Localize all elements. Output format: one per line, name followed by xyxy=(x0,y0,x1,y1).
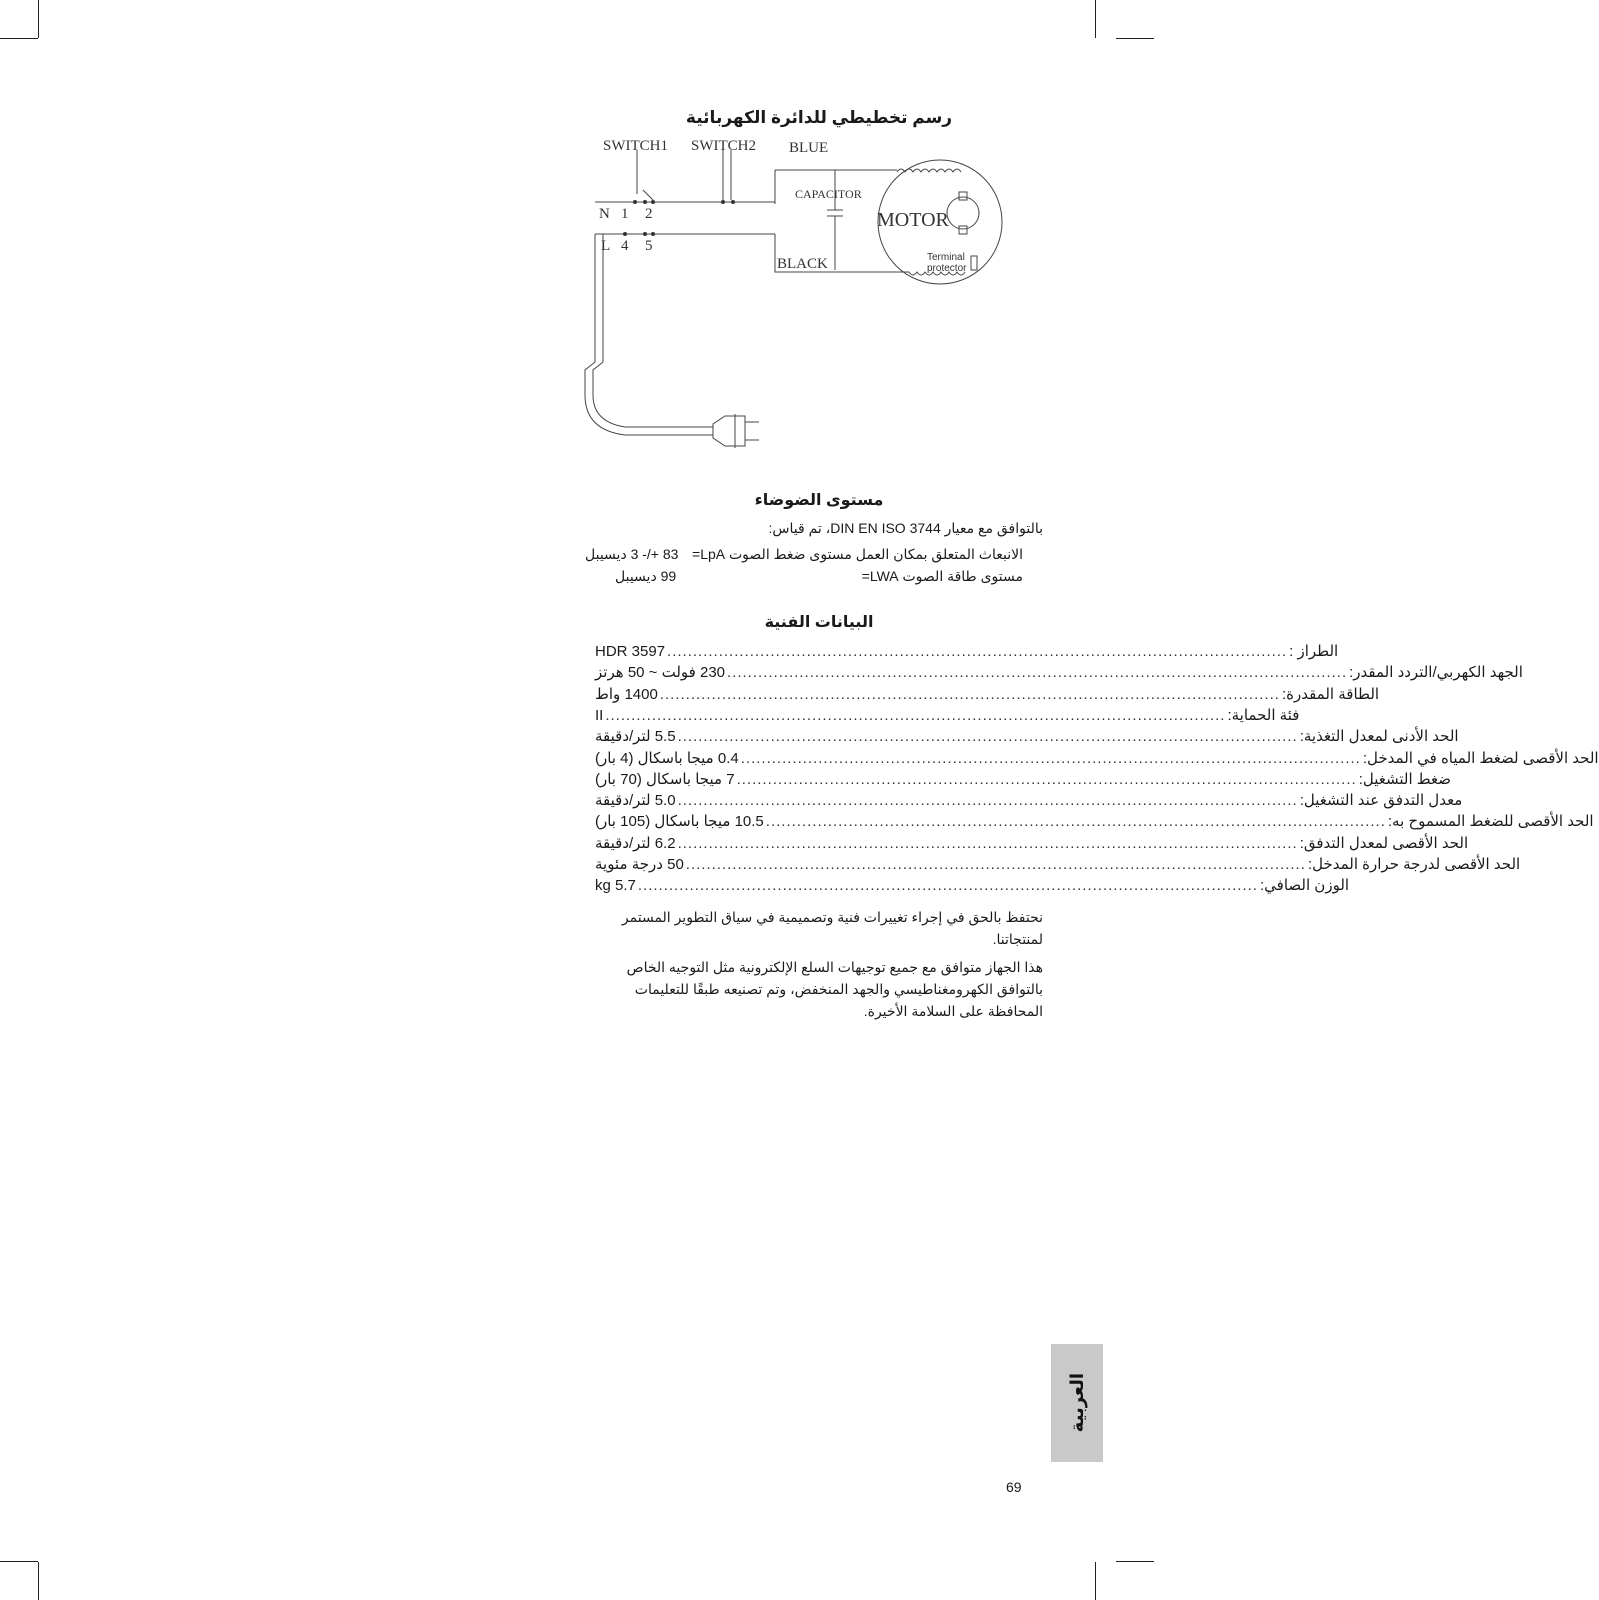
crop-mark xyxy=(38,1562,39,1600)
spec-row xyxy=(595,663,1523,684)
label-switch2: SWITCH2 xyxy=(691,138,756,154)
note-paragraph-2 xyxy=(595,956,1043,1022)
note-line: هذا الجهاز متوافق مع جميع توجيهات السلع الإلكترونية مثل التوجيه الخاص xyxy=(626,959,1043,975)
spec-row xyxy=(595,770,1452,791)
label-black: BLACK xyxy=(777,256,828,272)
leader-dots: ........................................................................................................................ xyxy=(677,728,1298,746)
spec-label: الطاقة المقدرة: xyxy=(1281,685,1380,703)
spec-row xyxy=(595,812,1594,833)
tech-title: البيانات الفنية xyxy=(764,614,874,631)
spec-label: معدل التدفق عند التشغيل: xyxy=(1299,792,1463,810)
note-line: بالتوافق الكهرومغناطيسي والجهد المنخفض، وتم تصنيعه طبقًا للتعليمات xyxy=(634,981,1043,997)
spec-label: فئة الحماية: xyxy=(1227,706,1300,724)
spec-value: 5.7 kg xyxy=(595,877,636,895)
noise-lpa xyxy=(585,546,1043,566)
language-tab-label: العربية xyxy=(1067,1373,1087,1433)
leader-dots: ........................................................................................................................ xyxy=(659,685,1280,703)
crop-mark xyxy=(1095,1562,1096,1600)
noise-lwa-label: مستوى طاقة الصوت LWA= xyxy=(861,568,1023,584)
spec-label: الحد الأقصى لمعدل التدفق: xyxy=(1299,834,1469,852)
label-blue: BLUE xyxy=(789,140,829,156)
noise-standard: بالتوافق مع معيار DIN EN ISO 3744، تم قياس: xyxy=(768,520,1043,536)
spec-row xyxy=(595,876,1350,897)
crop-mark xyxy=(1095,0,1096,38)
spec-row xyxy=(595,749,1599,770)
spec-value: 10.5 ميجا باسكال (105 بار) xyxy=(595,813,764,831)
label-protector: protector xyxy=(927,263,967,274)
spec-label: الحد الأدنى لمعدل التغذية: xyxy=(1299,728,1459,746)
spec-value: 1400 واط xyxy=(595,685,658,703)
spec-label: الوزن الصافي: xyxy=(1259,877,1350,895)
leader-dots: ........................................................................................................................ xyxy=(736,770,1357,788)
label-motor: MOTOR xyxy=(877,209,949,231)
noise-lwa-value: 99 ديسيبل xyxy=(615,568,677,584)
spec-label: الحد الأقصى لدرجة حرارة المدخل: xyxy=(1307,856,1521,873)
crop-mark xyxy=(0,38,38,39)
leader-dots: ........................................................................................................................ xyxy=(740,749,1361,767)
spec-row xyxy=(595,706,1300,727)
spec-value: 0.4 ميجا باسكال (4 بار) xyxy=(595,749,739,767)
spec-value: 50 درجة مئوية xyxy=(595,856,684,873)
label-5: 5 xyxy=(645,238,653,254)
crop-mark xyxy=(1116,38,1154,39)
spec-value: 230 فولت ~ 50 هرتز xyxy=(595,664,726,682)
leader-dots: ........................................................................................................................ xyxy=(677,792,1298,810)
page-number: 69 xyxy=(1006,1479,1022,1495)
crop-mark xyxy=(1116,1561,1154,1562)
noise-lpa-label: الانبعاث المتعلق بمكان العمل مستوى ضغط الصوت LpA= xyxy=(692,546,1023,562)
spec-value: 5.5 لتر/دقيقة xyxy=(595,728,676,746)
label-capacitor: CAPACITOR xyxy=(795,187,862,201)
spec-value: 6.2 لتر/دقيقة xyxy=(595,834,676,852)
label-l: L xyxy=(601,238,611,254)
label-switch1: SWITCH1 xyxy=(603,138,668,154)
leader-dots: ........................................................................................................................ xyxy=(765,813,1386,831)
circuit-diagram xyxy=(595,130,1043,500)
spec-row xyxy=(595,834,1469,855)
note-line: لمنتجاتنا. xyxy=(992,931,1043,947)
crop-mark xyxy=(38,0,39,38)
language-tab xyxy=(1051,1344,1103,1462)
spec-label: الحد الأقصى لضغط المياه في المدخل: xyxy=(1362,749,1599,767)
leader-dots: ........................................................................................................................ xyxy=(605,706,1226,724)
spec-row xyxy=(595,727,1459,748)
spec-value: 7 ميجا باسكال (70 بار) xyxy=(595,770,735,788)
spec-row xyxy=(595,855,1521,876)
label-2: 2 xyxy=(645,206,653,222)
crop-mark xyxy=(0,1561,38,1562)
note-line: المحافظة على السلامة الأخيرة. xyxy=(863,1003,1043,1019)
leader-dots: ........................................................................................................................ xyxy=(685,856,1306,873)
spec-row xyxy=(595,685,1380,706)
spec-row xyxy=(595,791,1463,812)
label-1: 1 xyxy=(621,206,629,222)
noise-lpa-value: 83 +/- 3 ديسيبل xyxy=(585,546,679,562)
noise-title: مستوى الضوضاء xyxy=(754,492,884,509)
leader-dots: ........................................................................................................................ xyxy=(727,664,1348,682)
leader-dots: ........................................................................................................................ xyxy=(677,834,1298,852)
spec-value: HDR 3597 xyxy=(595,643,666,660)
spec-label: الحد الأقصى للضغط المسموح به: xyxy=(1387,813,1594,831)
spec-label: الطراز : xyxy=(1289,643,1339,660)
noise-lwa xyxy=(595,568,1043,588)
spec-row xyxy=(595,642,1339,663)
diagram-title: رسم تخطيطي للدائرة الكهربائية xyxy=(685,108,953,127)
label-4: 4 xyxy=(621,238,629,254)
leader-dots: ........................................................................................................................ xyxy=(637,877,1258,895)
note-line: نحتفظ بالحق في إجراء تغييرات فنية وتصميمية في سياق التطوير المستمر xyxy=(621,909,1043,925)
spec-label: الجهد الكهربي/التردد المقدر: xyxy=(1349,664,1523,682)
note-paragraph-1 xyxy=(595,906,1043,950)
spec-value: 5.0 لتر/دقيقة xyxy=(595,792,676,810)
label-terminal: Terminal xyxy=(927,252,965,263)
label-n: N xyxy=(599,206,610,222)
spec-value: II xyxy=(595,706,604,724)
spec-label: ضغط التشغيل: xyxy=(1358,770,1452,788)
leader-dots: ........................................................................................................................ xyxy=(667,643,1288,660)
